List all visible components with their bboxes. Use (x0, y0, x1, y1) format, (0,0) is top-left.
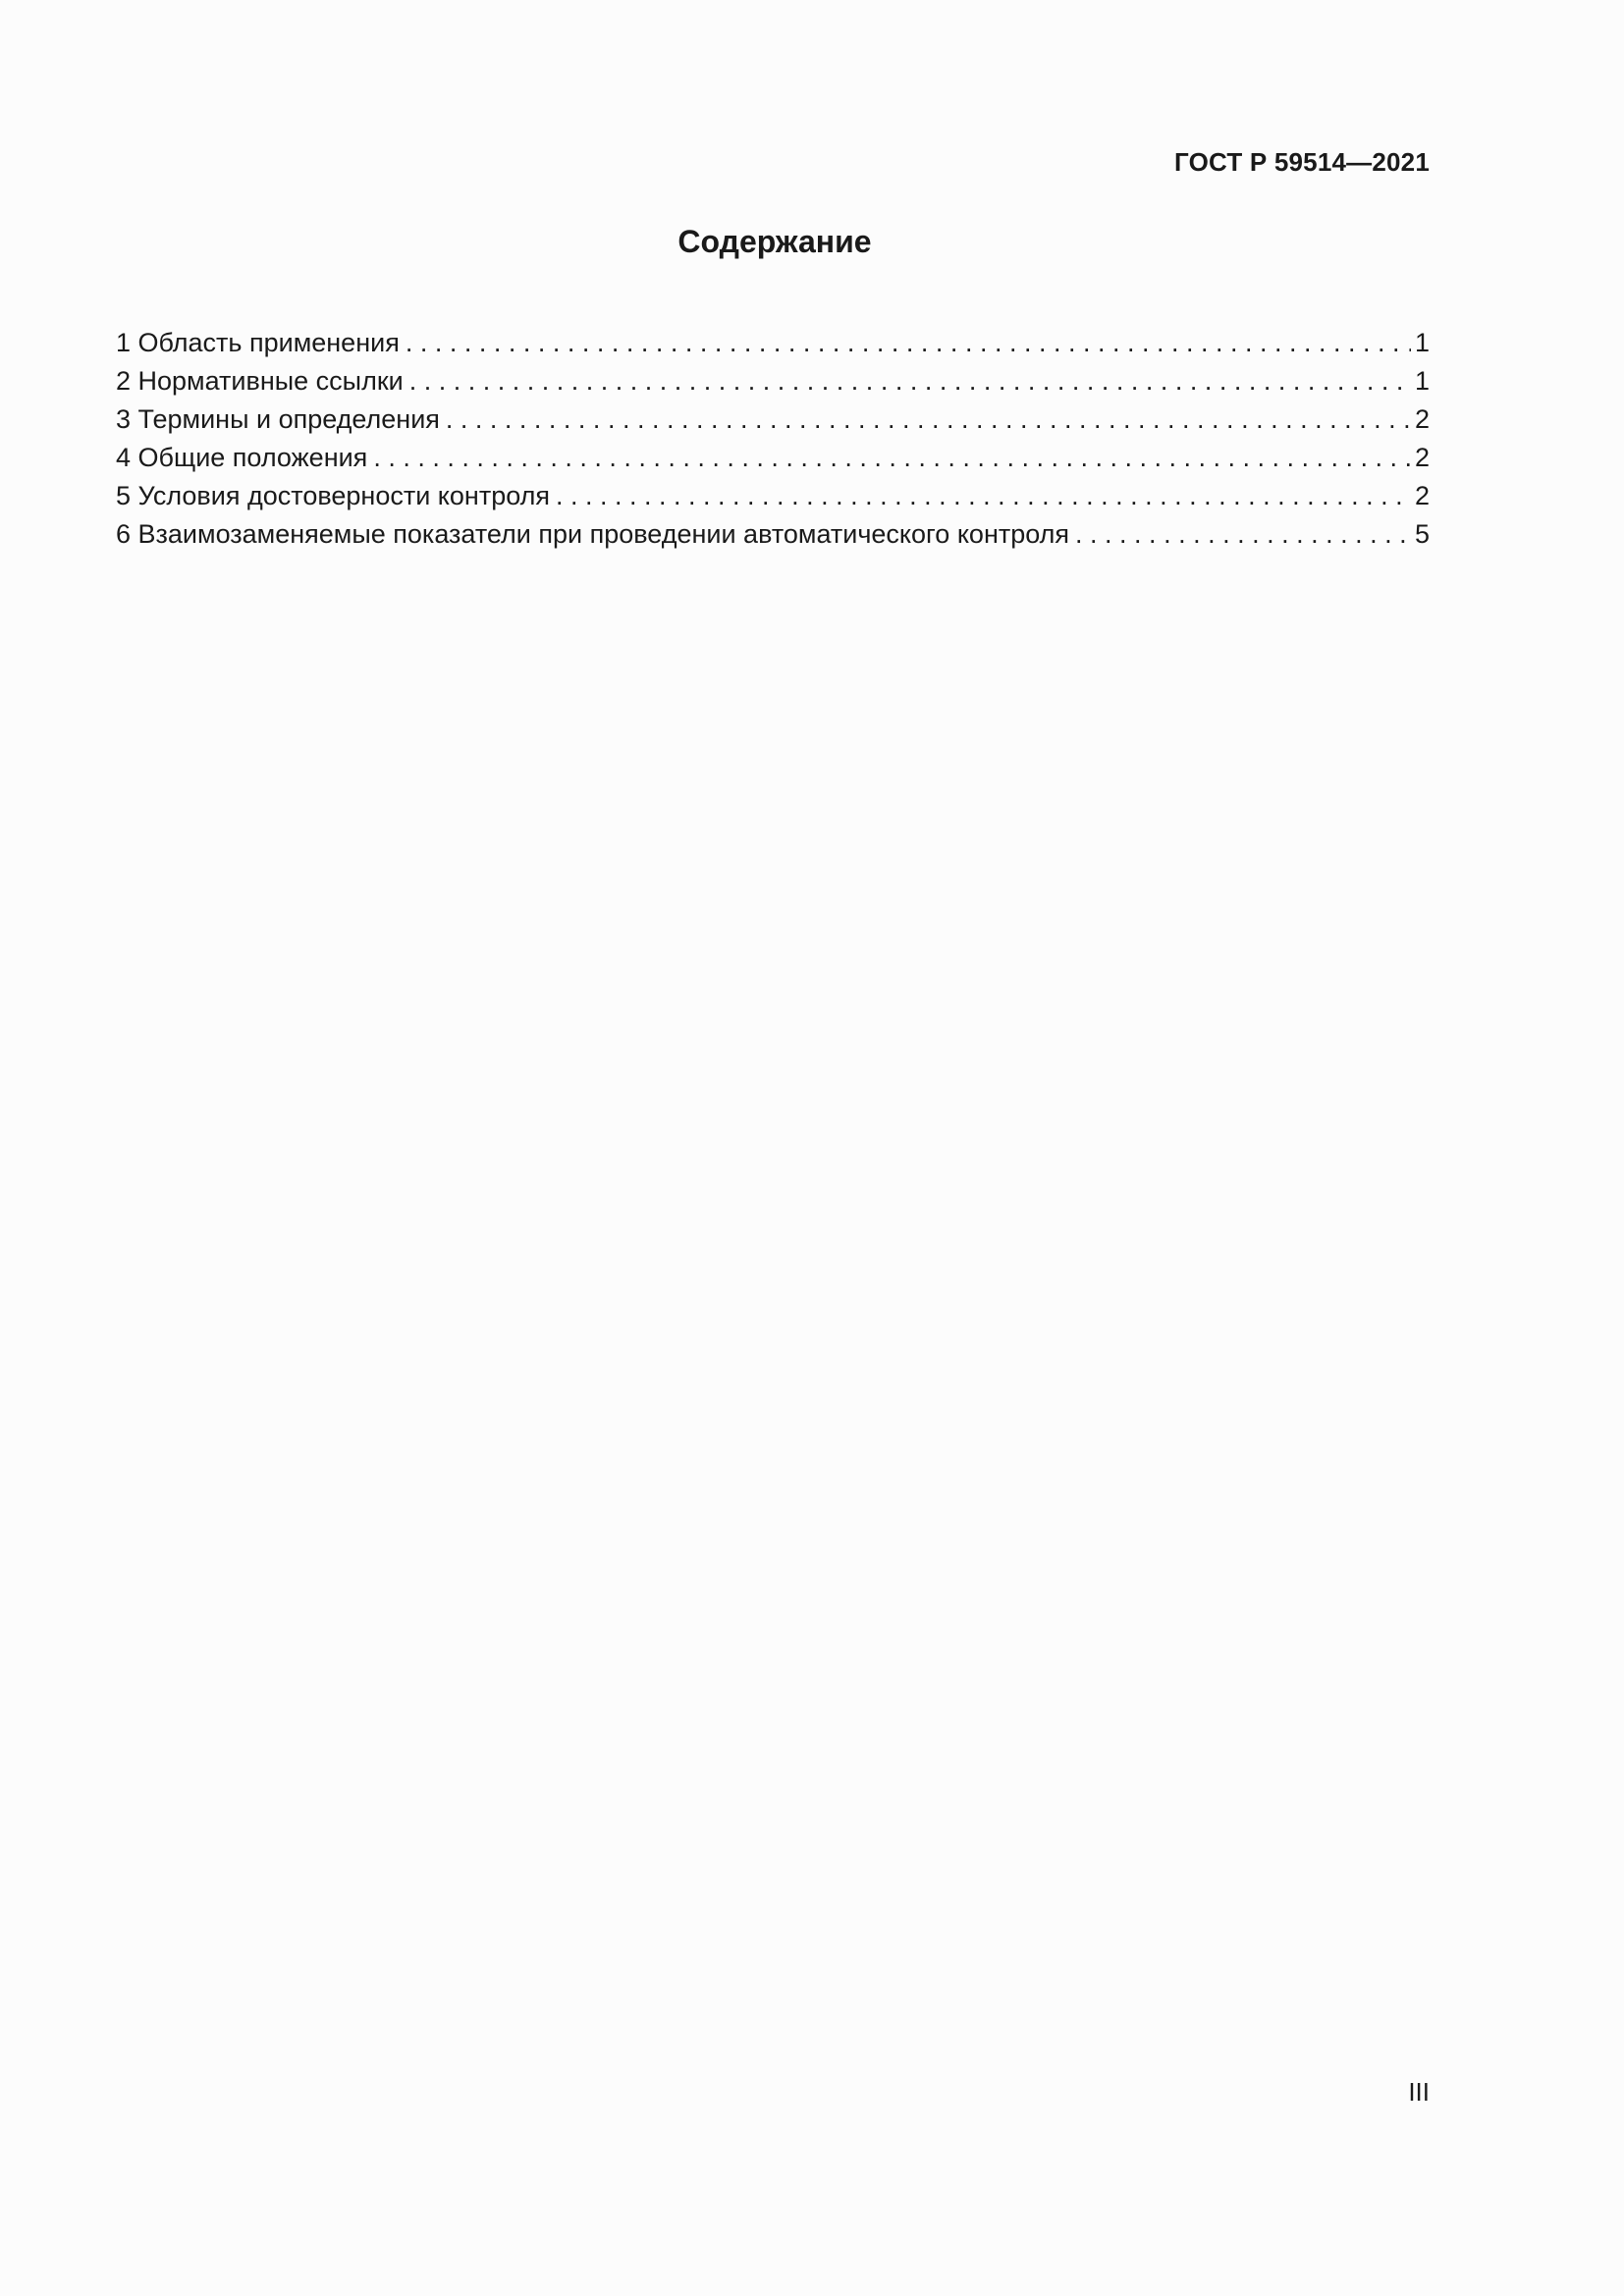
toc-entry-label: 4 Общие положения (116, 443, 368, 472)
toc-dot-leader (446, 400, 1411, 439)
toc-entry-page: 1 (1414, 328, 1430, 357)
toc-entry-page: 5 (1414, 519, 1430, 549)
toc-entry-page: 1 (1414, 366, 1430, 396)
toc-entry-label: 1 Область применения (116, 328, 400, 357)
toc-entry-page: 2 (1414, 404, 1430, 434)
document-code: ГОСТ Р 59514—2021 (1174, 147, 1430, 177)
toc-dot-leader (406, 324, 1411, 362)
toc-dot-leader (556, 477, 1411, 515)
toc-entry-page: 2 (1414, 443, 1430, 472)
toc-entry-2[interactable] (116, 362, 1430, 400)
toc-entry-label: 6 Взаимозаменяемые показатели при проведении автоматического контроля (116, 519, 1070, 549)
toc-entry-page: 2 (1414, 481, 1430, 510)
toc-entry-label: 5 Условия достоверности контроля (116, 481, 551, 510)
toc-entry-3[interactable] (116, 400, 1430, 439)
toc-entry-label: 2 Нормативные ссылки (116, 366, 404, 396)
toc-title: Содержание (677, 224, 872, 259)
toc-dot-leader (409, 362, 1411, 400)
page-number: III (1408, 2077, 1430, 2107)
toc-entry-label: 3 Термины и определения (116, 404, 440, 434)
toc-entry-4[interactable] (116, 439, 1430, 477)
toc-dot-leader (1075, 515, 1411, 554)
toc-entry-6[interactable] (116, 515, 1430, 554)
toc-entry-1[interactable] (116, 324, 1430, 362)
toc-dot-leader (373, 439, 1411, 477)
table-of-contents (116, 324, 1430, 554)
toc-entry-5[interactable] (116, 477, 1430, 515)
